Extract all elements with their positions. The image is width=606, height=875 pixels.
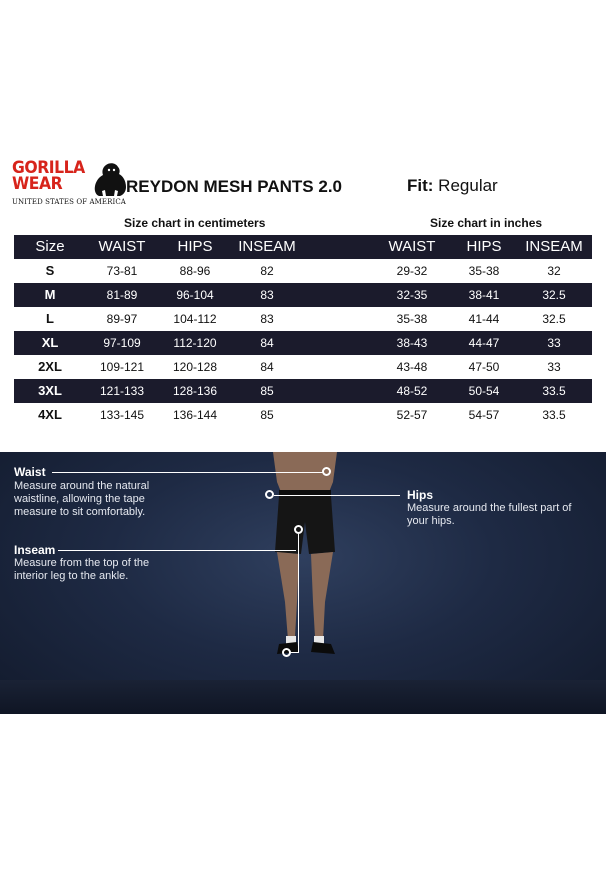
brand-logo	[12, 158, 126, 210]
brand-name-line2: WEAR	[12, 174, 63, 194]
floor	[0, 680, 606, 714]
inseam-in-cell: 33.5	[542, 408, 566, 422]
caption-centimeters: Size chart in centimeters	[124, 216, 266, 230]
waist-cm-cell: 121-133	[99, 384, 145, 398]
waist-desc-line: Measure around the natural	[14, 480, 150, 492]
inseam-cm-cell: 83	[260, 312, 274, 326]
fit-label: Fit:	[407, 176, 434, 195]
size-cell: M	[44, 287, 56, 302]
inseam-description	[14, 557, 149, 583]
hips-in-cell: 54-57	[468, 408, 500, 422]
size-cell: 4XL	[38, 407, 62, 422]
inseam-foot-line	[290, 652, 299, 653]
inseam-cm-cell: 85	[260, 384, 274, 398]
hips-description	[407, 502, 571, 528]
inseam-bottom-marker	[282, 648, 291, 657]
waist-title: Waist	[14, 465, 46, 479]
waist-in-cell: 38-43	[396, 336, 428, 350]
inseam-title: Inseam	[14, 543, 56, 557]
inseam-cm-cell: 82	[260, 264, 274, 278]
table-header-row	[14, 235, 592, 259]
hips-cm-cell: 136-144	[172, 408, 218, 422]
hips-in-cell: 41-44	[468, 312, 500, 326]
model-figure	[255, 452, 355, 682]
table-row	[14, 355, 592, 379]
header-waist-cm: WAIST	[98, 238, 146, 255]
fit-info	[407, 176, 498, 196]
hips-cm-cell: 128-136	[172, 384, 218, 398]
inseam-in-cell: 33	[547, 336, 561, 350]
hips-in-cell: 47-50	[468, 360, 500, 374]
header-hips-cm: HIPS	[177, 238, 213, 255]
inseam-in-cell: 32	[547, 264, 561, 278]
inseam-in-cell: 32.5	[542, 312, 566, 326]
measurement-guide	[0, 452, 606, 714]
waist-in-cell: 43-48	[396, 360, 428, 374]
waist-cm-cell: 109-121	[99, 360, 145, 374]
inseam-top-marker	[294, 525, 303, 534]
hips-cm-cell: 120-128	[172, 360, 218, 374]
inseam-pointer-line	[58, 550, 296, 551]
inseam-cm-cell: 84	[260, 360, 274, 374]
size-cell: L	[46, 311, 54, 326]
header-hips-in: HIPS	[466, 238, 502, 255]
waist-desc-line: waistline, allowing the tape	[14, 493, 145, 505]
waist-in-cell: 32-35	[396, 288, 428, 302]
table-row	[14, 331, 592, 355]
waist-in-cell: 48-52	[396, 384, 428, 398]
hips-in-cell: 50-54	[468, 384, 500, 398]
brand-name-line1: GORILLA	[12, 158, 85, 178]
hips-desc-line: Measure around the fullest part of	[407, 502, 572, 514]
hips-marker	[265, 490, 274, 499]
hips-in-cell: 35-38	[468, 264, 500, 278]
inseam-desc-line: Measure from the top of the	[14, 557, 150, 569]
waist-in-cell: 52-57	[396, 408, 428, 422]
hips-desc-line: your hips.	[407, 515, 455, 527]
table-row	[14, 259, 592, 283]
fit-value: Regular	[438, 176, 498, 195]
waist-cm-cell: 73-81	[106, 264, 138, 278]
brand-tagline: UNITED STATES OF AMERICA	[12, 198, 126, 206]
waist-desc-line: measure to sit comfortably.	[14, 506, 146, 518]
header-waist-in: WAIST	[388, 238, 436, 255]
waist-description	[14, 480, 149, 519]
hips-cm-cell: 96-104	[176, 288, 214, 302]
waist-in-cell: 29-32	[396, 264, 428, 278]
waist-cm-cell: 97-109	[103, 336, 141, 350]
size-table	[14, 235, 592, 427]
size-cell: 3XL	[38, 383, 62, 398]
waist-pointer-line	[52, 472, 323, 473]
inseam-in-cell: 32.5	[542, 288, 566, 302]
table-row	[14, 283, 592, 307]
hips-title: Hips	[407, 488, 434, 502]
hips-cm-cell: 88-96	[179, 264, 211, 278]
caption-inches: Size chart in inches	[430, 216, 543, 230]
waist-cm-cell: 133-145	[99, 408, 145, 422]
inseam-vertical-line	[298, 534, 299, 652]
table-row	[14, 379, 592, 403]
gorilla-icon	[92, 162, 128, 198]
hips-cm-cell: 104-112	[173, 312, 217, 326]
size-cell: 2XL	[38, 359, 62, 374]
table-row	[14, 307, 592, 331]
inseam-cm-cell: 84	[260, 336, 274, 350]
inseam-in-cell: 33	[547, 360, 561, 374]
inseam-cm-cell: 85	[260, 408, 274, 422]
waist-in-cell: 35-38	[396, 312, 428, 326]
product-title: REYDON MESH PANTS 2.0	[126, 177, 343, 196]
brand-wordmark	[12, 160, 85, 192]
header-size: Size	[35, 238, 65, 255]
waist-marker	[322, 467, 331, 476]
hips-in-cell: 38-41	[468, 288, 500, 302]
size-cell: XL	[41, 335, 59, 350]
inseam-desc-line: interior leg to the ankle.	[14, 570, 129, 582]
header-inseam-in: INSEAM	[525, 238, 583, 255]
inseam-cm-cell: 83	[260, 288, 274, 302]
waist-cm-cell: 89-97	[106, 312, 138, 326]
table-row	[14, 403, 592, 427]
hips-cm-cell: 112-120	[173, 336, 217, 350]
size-cell: S	[45, 263, 55, 278]
hips-pointer-line	[274, 495, 400, 496]
header-inseam-cm: INSEAM	[238, 238, 296, 255]
inseam-in-cell: 33.5	[542, 384, 566, 398]
waist-cm-cell: 81-89	[106, 288, 138, 302]
hips-in-cell: 44-47	[468, 336, 500, 350]
